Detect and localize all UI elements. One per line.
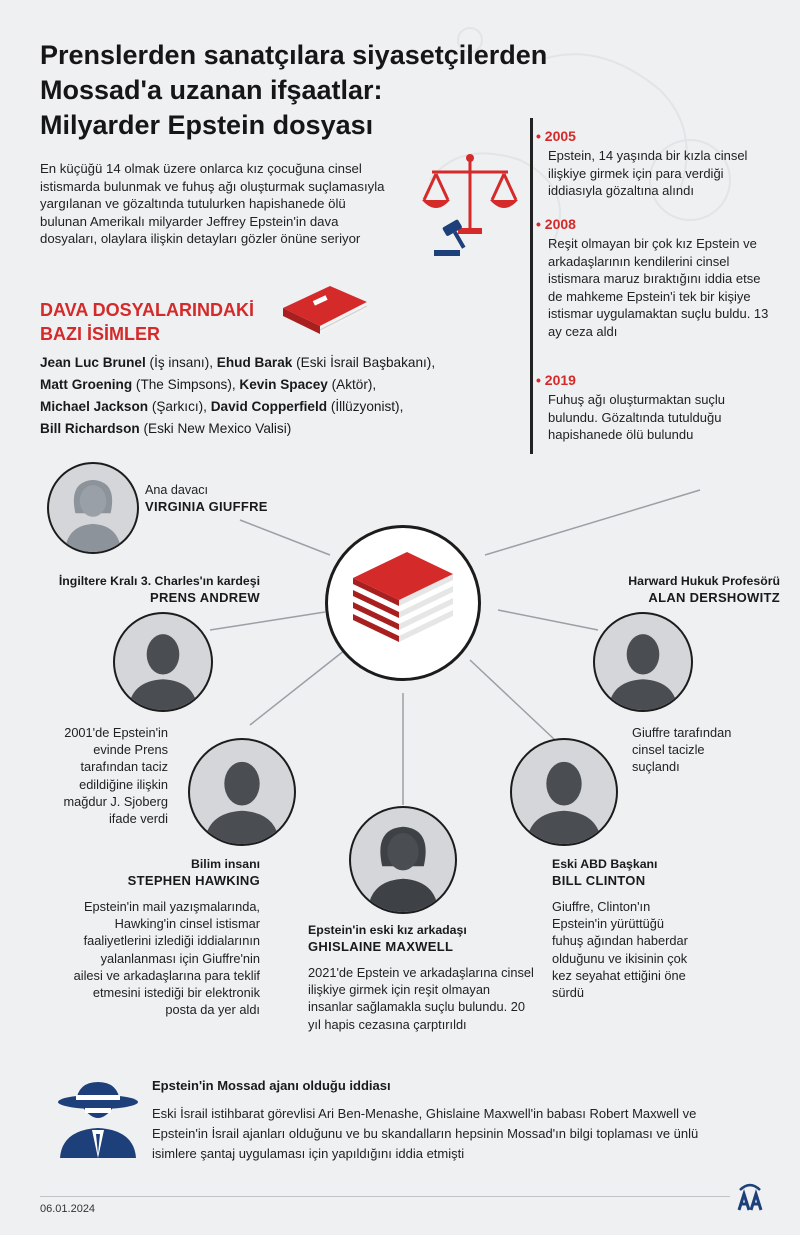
avatar-ghislaine-maxwell bbox=[349, 806, 457, 914]
person-name: BILL CLINTON bbox=[552, 873, 646, 888]
avatar-bill-clinton bbox=[510, 738, 618, 846]
case-folder-icon bbox=[275, 278, 370, 338]
timeline-text: Reşit olmayan bir çok kız Epstein ve arkadaşlarının kendilerini cinsel istismara maruz bıraktığını iddia etse de mahkeme Epstein'i tek bir kişiye istismar uygulamaktan suçlu buldu. 13 ay ceza aldı bbox=[548, 236, 769, 339]
timeline-text: Epstein, 14 yaşında bir kızla cinsel ilişkiye girmek için para verdiği iddiasıyla gözaltına alındı bbox=[548, 148, 748, 198]
person-title: Epstein'in eski kız arkadaşı bbox=[308, 923, 467, 937]
cases-heading bbox=[40, 298, 300, 346]
male-silhouette-icon bbox=[190, 740, 294, 844]
aa-logo bbox=[736, 1182, 764, 1212]
cases-heading-line: DAVA DOSYALARINDAKİ bbox=[40, 300, 255, 320]
person-name: Bill Richardson bbox=[40, 421, 140, 436]
maxwell-description: 2021'de Epstein ve arkadaşlarına cinsel ilişkiye girmek için reşit olmayan insanlar sağlamakla suçlu bulundu. 20 yıl hapis cezasına çarptırıldı bbox=[308, 965, 534, 1032]
person-title: Harward Hukuk Profesörü bbox=[628, 574, 780, 588]
footer-divider bbox=[40, 1196, 730, 1197]
central-files-hub bbox=[325, 525, 481, 681]
andrew-description: 2001'de Epstein'in evinde Prens tarafından taciz edildiğine ilişkin mağdur J. Sjoberg ifade verdi bbox=[63, 725, 168, 827]
avatar-alan-dershowitz bbox=[593, 612, 693, 712]
person-role: (Eski New Mexico Valisi) bbox=[139, 421, 292, 436]
person-title: Eski ABD Başkanı bbox=[552, 857, 658, 871]
names-line bbox=[40, 418, 510, 440]
person-name: ALAN DERSHOWITZ bbox=[648, 590, 780, 605]
stacked-folders-icon bbox=[328, 528, 478, 678]
person-title: Ana davacı bbox=[145, 483, 209, 497]
person-name: Kevin Spacey bbox=[239, 377, 328, 392]
person-role: (The Simpsons), bbox=[132, 377, 240, 392]
title-line: Prenslerden sanatçılara siyasetçilerden bbox=[40, 40, 548, 70]
names-line bbox=[40, 374, 510, 396]
mossad-text: Eski İsrail istihbarat görevlisi Ari Ben-Menashe, Ghislaine Maxwell'in babası Robert Maxwell ve Epstein'in İsrail ajanları olduğunu ve bu skandalların hepsinin Mossad'ın bilgi toplaması ve ünlü isimlere şantaj uygulaması için yapıldığını iddia etmişti bbox=[152, 1106, 699, 1161]
person-name: GHISLAINE MAXWELL bbox=[308, 939, 454, 954]
publish-date: 06.01.2024 bbox=[40, 1203, 96, 1215]
female-silhouette-icon bbox=[351, 808, 455, 912]
person-role: (İllüzyonist), bbox=[327, 399, 404, 414]
dershowitz-caption bbox=[540, 573, 780, 605]
title-line: Milyarder Epstein dosyası bbox=[40, 110, 374, 140]
person-role: (Eski İsrail Başbakanı), bbox=[292, 355, 436, 370]
male-silhouette-icon bbox=[115, 614, 211, 710]
mossad-title: Epstein'in Mossad ajanı olduğu iddiası bbox=[152, 1078, 391, 1093]
title-line: Mossad'a uzanan ifşaatlar: bbox=[40, 75, 383, 105]
clinton-caption bbox=[552, 856, 772, 888]
avatar-stephen-hawking bbox=[188, 738, 296, 846]
person-role: (Şarkıcı), bbox=[148, 399, 211, 414]
person-name: VIRGINIA GIUFFRE bbox=[145, 499, 268, 514]
names-line bbox=[40, 396, 510, 418]
andrew-caption bbox=[20, 573, 260, 605]
person-name: David Copperfield bbox=[210, 399, 328, 414]
dershowitz-description: Giuffre tarafından cinsel tacizle suçlandı bbox=[632, 725, 732, 775]
hawking-caption bbox=[40, 856, 260, 888]
timeline-item bbox=[536, 128, 776, 200]
timeline-year: • 2005 bbox=[536, 128, 576, 144]
person-name: Jean Luc Brunel bbox=[40, 355, 146, 370]
avatar-prens-andrew bbox=[113, 612, 213, 712]
timeline-year: • 2019 bbox=[536, 372, 576, 388]
male-silhouette-icon bbox=[512, 740, 616, 844]
intro-text: En küçüğü 14 olmak üzere onlarca kız çocuğuna cinsel istismarda bulunmak ve fuhuş ağı oluşturmak suçlamasıyla yargılanan ve gözaltında tutulurken hapishanede ölü bulunan Amerikalı milyarder Jeffrey Epstein'in dava dosyaları, olaylara ilişkin detayları gözler önüne seriyor bbox=[40, 161, 385, 247]
timeline-item bbox=[536, 372, 776, 444]
timeline-text: Fuhuş ağı oluşturmaktan suçlu bulundu. Gözaltında tutulduğu hapishanede ölü bulundu bbox=[548, 392, 726, 442]
person-title: Bilim insanı bbox=[190, 857, 260, 871]
person-name: STEPHEN HAWKING bbox=[127, 873, 260, 888]
person-title: İngiltere Kralı 3. Charles'ın kardeşi bbox=[58, 574, 260, 588]
names-line bbox=[40, 352, 510, 374]
person-name: PRENS ANDREW bbox=[149, 590, 260, 605]
timeline-item bbox=[536, 216, 776, 340]
aa-logo-icon bbox=[736, 1182, 764, 1212]
person-name: Ehud Barak bbox=[216, 355, 293, 370]
male-silhouette-icon bbox=[595, 614, 691, 710]
maxwell-caption bbox=[308, 922, 538, 954]
cases-heading-line: BAZI İSİMLER bbox=[40, 324, 160, 344]
spy-agent-icon bbox=[52, 1080, 144, 1158]
female-silhouette-icon bbox=[49, 464, 137, 552]
avatar-virginia-giuffre bbox=[47, 462, 139, 554]
person-role: (İş insanı), bbox=[145, 355, 217, 370]
hawking-description: Epstein'in mail yazışmalarında, Hawking'in cinsel istismar faaliyetlerini izlediği iddialarının yalanlanması için Giuffre'nin ailesi ve arkadaşlarına para teklif etmesini istediği bir elektronik posta da yer aldı bbox=[73, 899, 260, 1018]
person-role: (Aktör), bbox=[327, 377, 377, 392]
timeline-year: • 2008 bbox=[536, 216, 576, 232]
giuffre-caption bbox=[145, 482, 325, 514]
timeline-line bbox=[530, 118, 533, 454]
page-title bbox=[40, 38, 600, 143]
case-names-list bbox=[40, 352, 510, 440]
scales-of-justice-icon bbox=[420, 150, 520, 260]
clinton-description: Giuffre, Clinton'ın Epstein'in yürüttüğü fuhuş ağından haberdar olduğunu ve ikisinin çok kez seyahat ettiğini öne sürdü bbox=[552, 899, 688, 1001]
person-name: Matt Groening bbox=[40, 377, 133, 392]
person-name: Michael Jackson bbox=[40, 399, 149, 414]
